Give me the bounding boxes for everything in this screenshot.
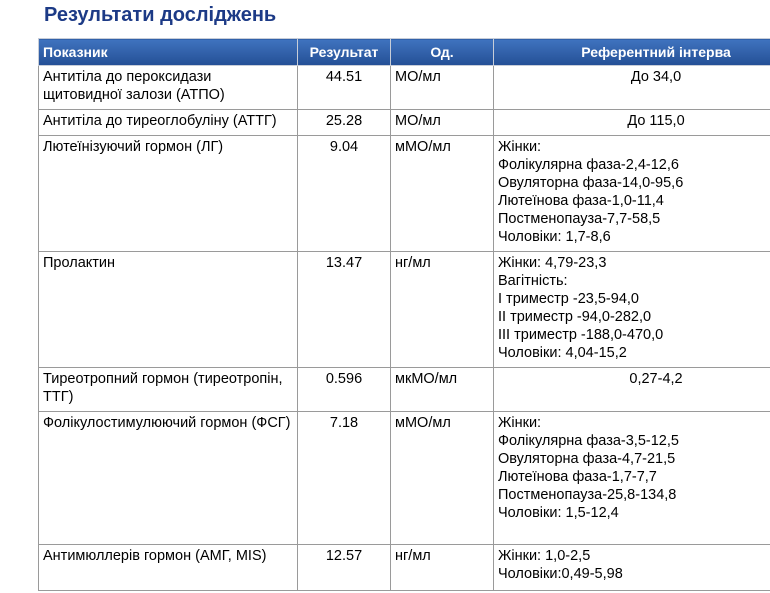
unit-value: мкМО/мл bbox=[391, 368, 494, 412]
reference-line: Жінки: bbox=[498, 415, 542, 431]
table-row bbox=[39, 252, 770, 368]
result-value: 0.596 bbox=[298, 368, 391, 412]
unit-value: нг/мл bbox=[391, 545, 494, 591]
column-header-unit: Од. bbox=[391, 39, 494, 66]
result-value: 12.57 bbox=[298, 545, 391, 591]
unit-value: МО/мл bbox=[391, 110, 494, 136]
indicator-name: Антитіла до пероксидази щитовидної залози (АТПО) bbox=[39, 66, 298, 110]
reference-line: Овуляторна фаза-14,0-95,6 bbox=[498, 175, 684, 191]
reference-range bbox=[494, 412, 770, 545]
indicator-name: Тиреотропний гормон (тиреотропін, ТТГ) bbox=[39, 368, 298, 412]
indicator-name: Пролактин bbox=[39, 252, 298, 368]
table-row bbox=[39, 110, 770, 136]
indicator-name: Фолікулостимулюючий гормон (ФСГ) bbox=[39, 412, 298, 545]
page-title: Результати досліджень bbox=[44, 4, 277, 26]
reference-line: Чоловіки:0,49-5,98 bbox=[498, 566, 623, 582]
reference-line: Овуляторна фаза-4,7-21,5 bbox=[498, 451, 676, 467]
reference-line: Фолікулярна фаза-2,4-12,6 bbox=[498, 157, 679, 173]
column-header-result: Результат bbox=[298, 39, 391, 66]
reference-range bbox=[494, 136, 770, 252]
reference-range bbox=[494, 66, 770, 110]
reference-range bbox=[494, 545, 770, 591]
column-header-reference: Референтний інтерва bbox=[494, 39, 770, 66]
unit-value: МО/мл bbox=[391, 66, 494, 110]
reference-line: До 115,0 bbox=[627, 113, 685, 129]
indicator-name: Антитіла до тиреоглобуліну (АТТГ) bbox=[39, 110, 298, 136]
reference-line: Жінки: 1,0-2,5 bbox=[498, 548, 591, 564]
reference-line: Чоловіки: 1,7-8,6 bbox=[498, 229, 611, 245]
result-value: 25.28 bbox=[298, 110, 391, 136]
reference-line: Постменопауза-25,8-134,8 bbox=[498, 487, 677, 503]
result-value: 7.18 bbox=[298, 412, 391, 545]
result-value: 13.47 bbox=[298, 252, 391, 368]
table-row bbox=[39, 545, 770, 591]
reference-line: Вагітність: bbox=[498, 273, 568, 289]
reference-line: Лютеїнова фаза-1,7-7,7 bbox=[498, 469, 657, 485]
reference-line: Жінки: 4,79-23,3 bbox=[498, 255, 607, 271]
indicator-name: Лютеїнізуючий гормон (ЛГ) bbox=[39, 136, 298, 252]
table-row bbox=[39, 66, 770, 110]
indicator-name: Антимюллерів гормон (АМГ, MIS) bbox=[39, 545, 298, 591]
reference-line: ІІІ триместр -188,0-470,0 bbox=[498, 327, 664, 343]
reference-line: Чоловіки: 4,04-15,2 bbox=[498, 345, 627, 361]
reference-line: 0,27-4,2 bbox=[629, 371, 683, 387]
reference-range bbox=[494, 252, 770, 368]
result-value: 44.51 bbox=[298, 66, 391, 110]
reference-line: До 34,0 bbox=[630, 69, 682, 85]
unit-value: мМО/мл bbox=[391, 412, 494, 545]
table-row bbox=[39, 412, 770, 545]
reference-range bbox=[494, 368, 770, 412]
reference-line: Лютеїнова фаза-1,0-11,4 bbox=[498, 193, 664, 209]
reference-line: Жінки: bbox=[498, 139, 542, 155]
reference-line: Фолікулярна фаза-3,5-12,5 bbox=[498, 433, 679, 449]
reference-line: Постменопауза-7,7-58,5 bbox=[498, 211, 661, 227]
results-table bbox=[38, 38, 770, 591]
column-header-name: Показник bbox=[39, 39, 298, 66]
unit-value: мМО/мл bbox=[391, 136, 494, 252]
reference-line: ІІ триместр -94,0-282,0 bbox=[498, 309, 652, 325]
reference-line: І триместр -23,5-94,0 bbox=[498, 291, 639, 307]
table-header-row bbox=[39, 39, 770, 66]
unit-value: нг/мл bbox=[391, 252, 494, 368]
table-row bbox=[39, 136, 770, 252]
result-value: 9.04 bbox=[298, 136, 391, 252]
reference-range bbox=[494, 110, 770, 136]
reference-line: Чоловіки: 1,5-12,4 bbox=[498, 505, 619, 521]
table-row bbox=[39, 368, 770, 412]
